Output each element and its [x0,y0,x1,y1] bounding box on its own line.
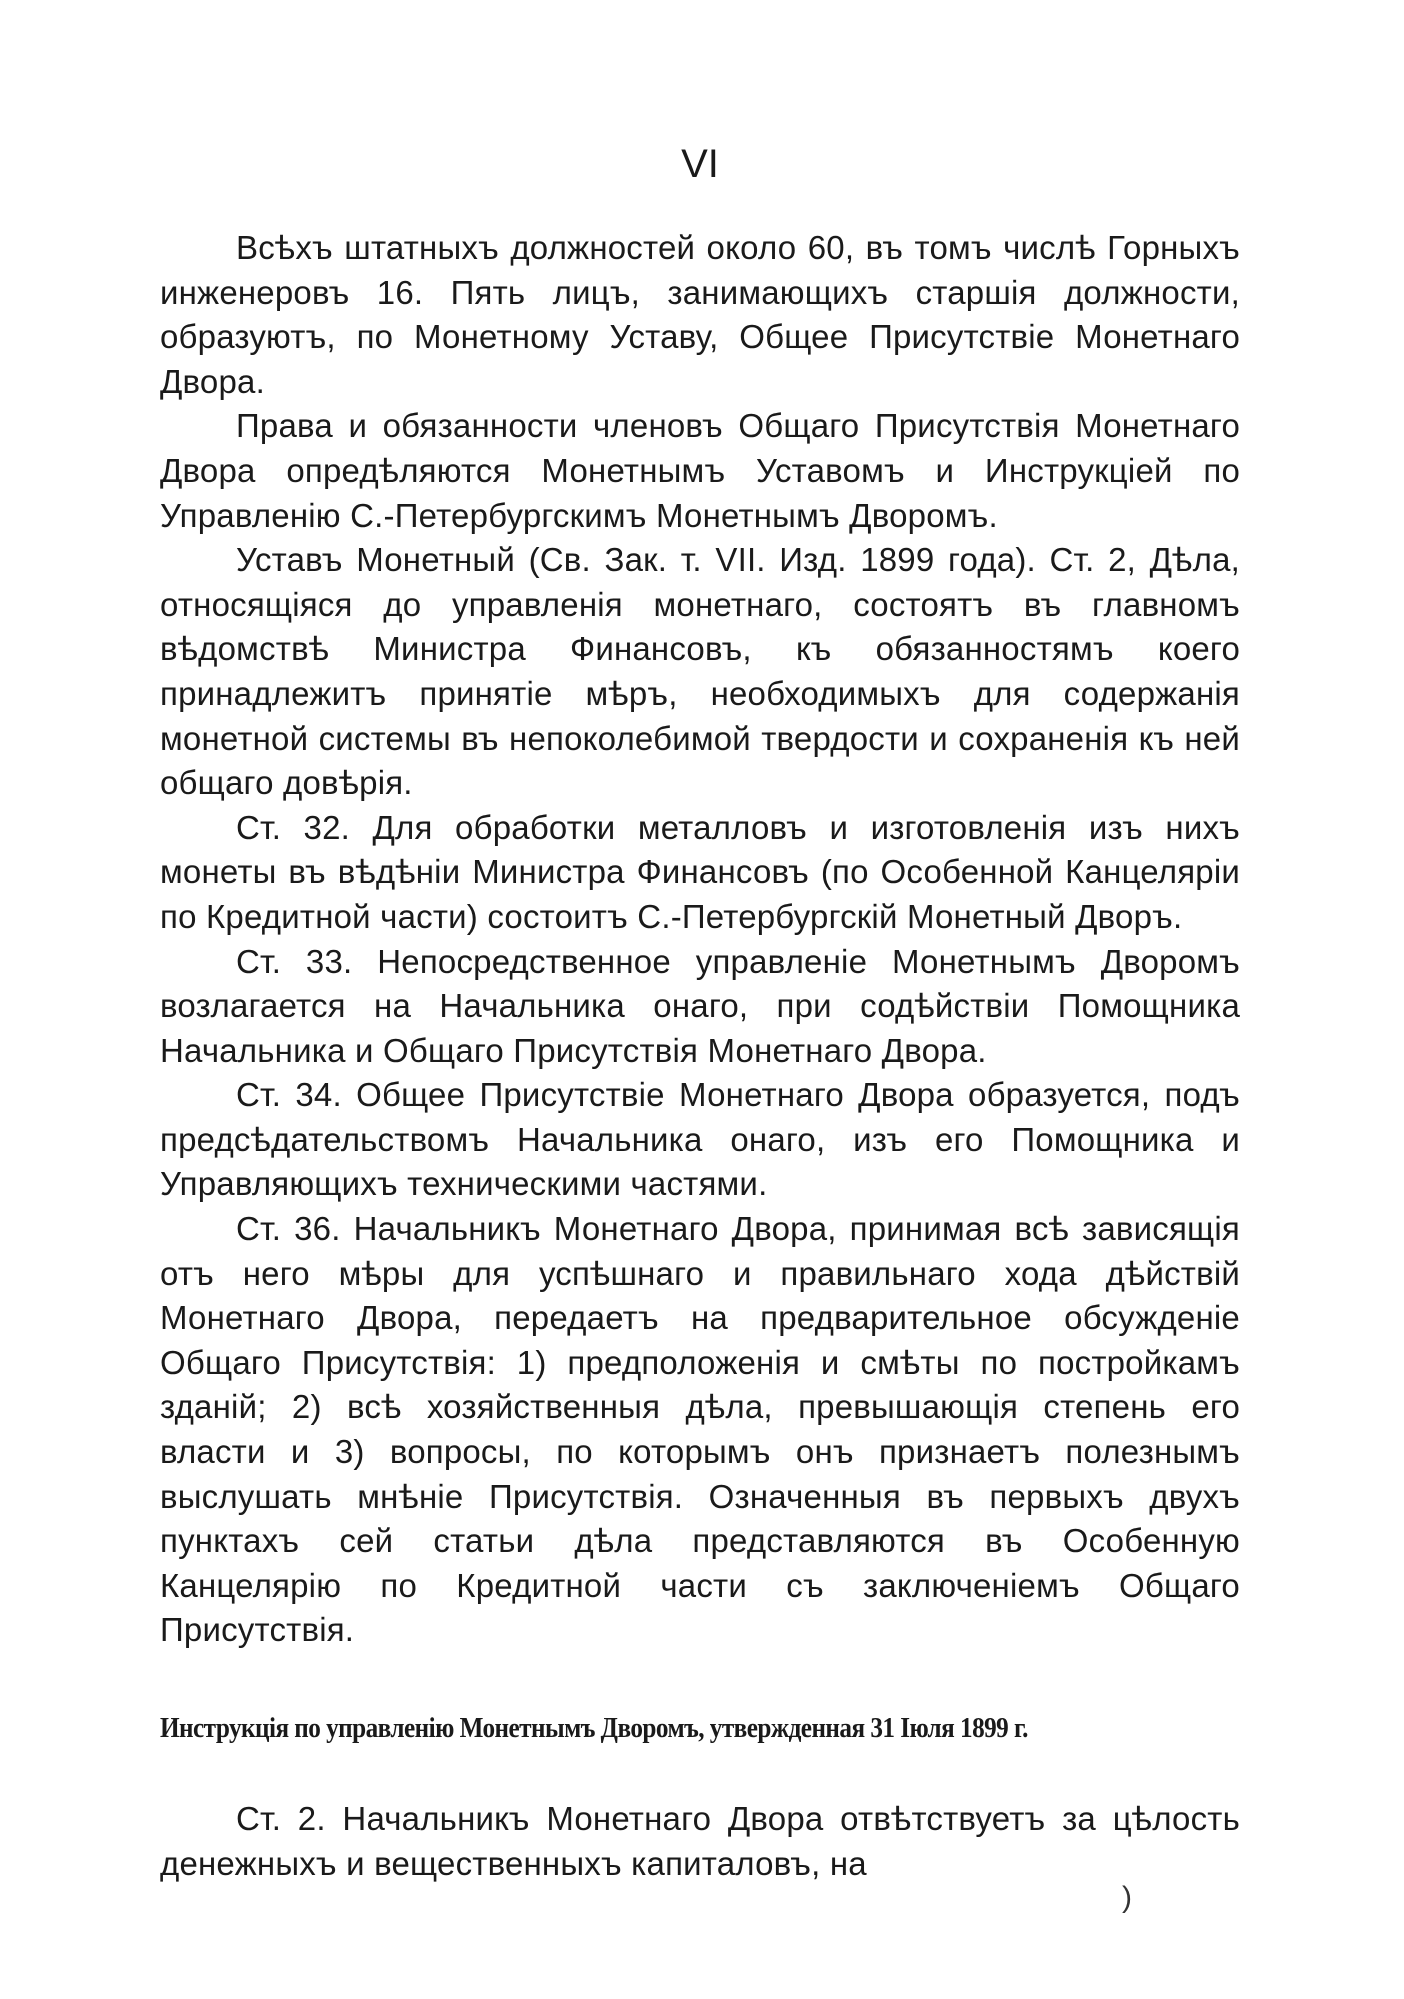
paragraph-rights-duties: Права и обязанности членовъ Общаго Присутствія Монетнаго Двора опредѣляются Монетнымъ Уставомъ и Инструкціей по Управленію С.-Петербургскимъ Монетнымъ Дворомъ. [160,407,1240,534]
paragraph-art-34: Ст. 34. Общее Присутствіе Монетнаго Двора образуется, подъ предсѣдательствомъ Начальника онаго, изъ его Помощника и Управляющихъ техническими частями. [160,1076,1240,1203]
document-page [160,140,1240,1886]
paragraph-art-33: Ст. 33. Непосредственное управленіе Монетнымъ Дворомъ возлагается на Начальника онаго, при содѣйствіи Помощника Начальника и Общаго Присутствія Монетнаго Двора. [160,942,1240,1069]
paragraph-art-32: Ст. 32. Для обработки металловъ и изготовленія изъ нихъ монеты въ вѣдѣніи Министра Финансовъ (по Особенной Канцеляріи по Кредитной части) состоитъ С.-Петербургскій Монетный Дворъ. [160,808,1240,935]
paragraph-instruction-art-2: Ст. 2. Начальникъ Монетнаго Двора отвѣтствуетъ за цѣлость денежныхъ и вещественныхъ капиталовъ, на [160,1800,1240,1882]
paragraph-mint-statute-art-2: Уставъ Монетный (Св. Зак. т. VII. Изд. 1899 года). Ст. 2, Дѣла, относящіяся до управленія монетнаго, состоятъ въ главномъ вѣдомствѣ Министра Финансовъ, къ обязанностямъ коего принадлежитъ принятіе мѣръ, необходимыхъ для содержанія монетной системы въ непоколебимой твердости и сохраненія къ ней общаго довѣрія. [160,541,1240,802]
page-number: VI [681,142,719,186]
page-end-mark: ) [1122,1881,1132,1914]
paragraph-staff-positions: Всѣхъ штатныхъ должностей около 60, въ томъ числѣ Горныхъ инженеровъ 16. Пять лицъ, занимающихъ старшія должности, образуютъ, по Монетному Уставу, Общее Присутствіе Монетнаго Двора. [160,229,1240,400]
paragraph-art-36: Ст. 36. Начальникъ Монетнаго Двора, принимая всѣ зависящія отъ него мѣры для успѣшнаго и правильнаго хода дѣйствій Монетнаго Двора, передаетъ на предварительное обсужденіе Общаго Присутствія: 1) предположенія и смѣты по постройкамъ зданій; 2) всѣ хозяйственныя дѣла, превышающія степень его власти и 3) вопросы, по которымъ онъ признаетъ полезнымъ выслушать мнѣніе Присутствія. Означенныя въ первыхъ двухъ пунктахъ сей статьи дѣла представляются въ Особенную Канцелярію по Кредитной части съ заключеніемъ Общаго Присутствія. [160,1210,1240,1649]
section-heading-instruction: Инструкція по управленію Монетнымъ Дворомъ, утвержденная 31 Іюля 1899 г. [160,1713,1028,1744]
